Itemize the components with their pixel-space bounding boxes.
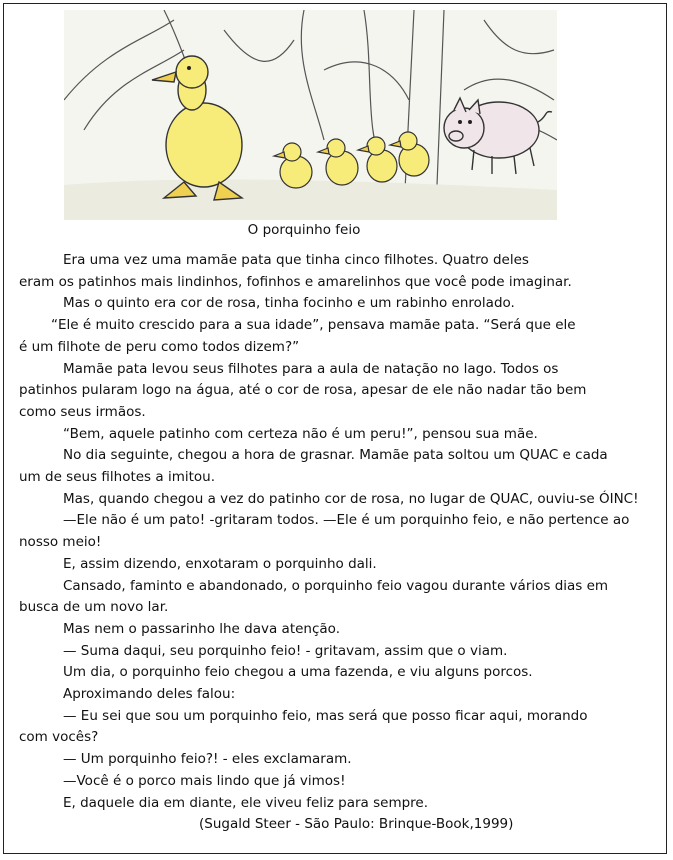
story-line: Mamãe pata levou seus filhotes para a aula de natação no lago. Todos os (63, 360, 559, 377)
story-line: Um dia, o porquinho feio chegou a uma fazenda, e viu alguns porcos. (63, 664, 533, 681)
story-line: patinhos pularam logo na água, até o cor de rosa, apesar de ele não nadar tão bem (19, 382, 587, 399)
story-line: — Eu sei que sou um porquinho feio, mas será que posso ficar aqui, morando (63, 707, 588, 724)
story-line: E, assim dizendo, enxotaram o porquinho dali. (63, 555, 377, 572)
story-line: um de seus filhotes a imitou. (19, 469, 215, 486)
story-line: — Suma daqui, seu porquinho feio! - gritavam, assim que o viam. (63, 642, 508, 659)
story-line: — Um porquinho feio?! - eles exclamaram. (63, 751, 352, 768)
story-line: é um filhote de peru como todos dizem?” (19, 338, 300, 355)
story-line: E, daquele dia em diante, ele viveu feliz para sempre. (63, 794, 429, 811)
story-line: com vocês? (19, 729, 99, 746)
story-line: —Ele não é um pato! -gritaram todos. —Ele é um porquinho feio, e não pertence ao (63, 512, 630, 529)
story-title: O porquinho feio (247, 222, 361, 238)
story-line: eram os patinhos mais lindinhos, fofinhos e amarelinhos que você pode imaginar. (19, 273, 572, 290)
story-line: nosso meio! (19, 534, 102, 551)
story-line: —Você é o porco mais lindo que já vimos! (63, 772, 346, 789)
story-line: Aproximando deles falou: (63, 686, 236, 703)
story-line: Cansado, faminto e abandonado, o porquinho feio vagou durante vários dias em (63, 577, 609, 594)
story-line: Mas o quinto era cor de rosa, tinha focinho e um rabinho enrolado. (63, 295, 515, 312)
duck-family-and-pig-picture (64, 10, 557, 220)
story-text (19, 250, 664, 836)
story-line: No dia seguinte, chegou a hora de grasnar. Mamãe pata soltou um QUAC e cada (63, 447, 608, 464)
story-line: “Bem, aquele patinho com certeza não é um peru!”, pensou sua mãe. (63, 425, 538, 442)
citation: (Sugald Steer - São Paulo: Brinque-Book,1999) (199, 816, 514, 833)
story-line: como seus irmãos. (19, 403, 146, 420)
story-line: Mas nem o passarinho lhe dava atenção. (63, 620, 340, 637)
story-line: busca de um novo lar. (19, 599, 169, 616)
story-line: “Ele é muito crescido para a sua idade”, pensava mamãe pata. “Será que ele (51, 317, 576, 334)
story-illustration (64, 10, 557, 220)
story-line: Era uma vez uma mamãe pata que tinha cinco filhotes. Quatro deles (63, 252, 529, 268)
page-frame (3, 3, 667, 854)
story-line: Mas, quando chegou a vez do patinho cor de rosa, no lugar de QUAC, ouviu-se ÓINC! (63, 490, 639, 507)
